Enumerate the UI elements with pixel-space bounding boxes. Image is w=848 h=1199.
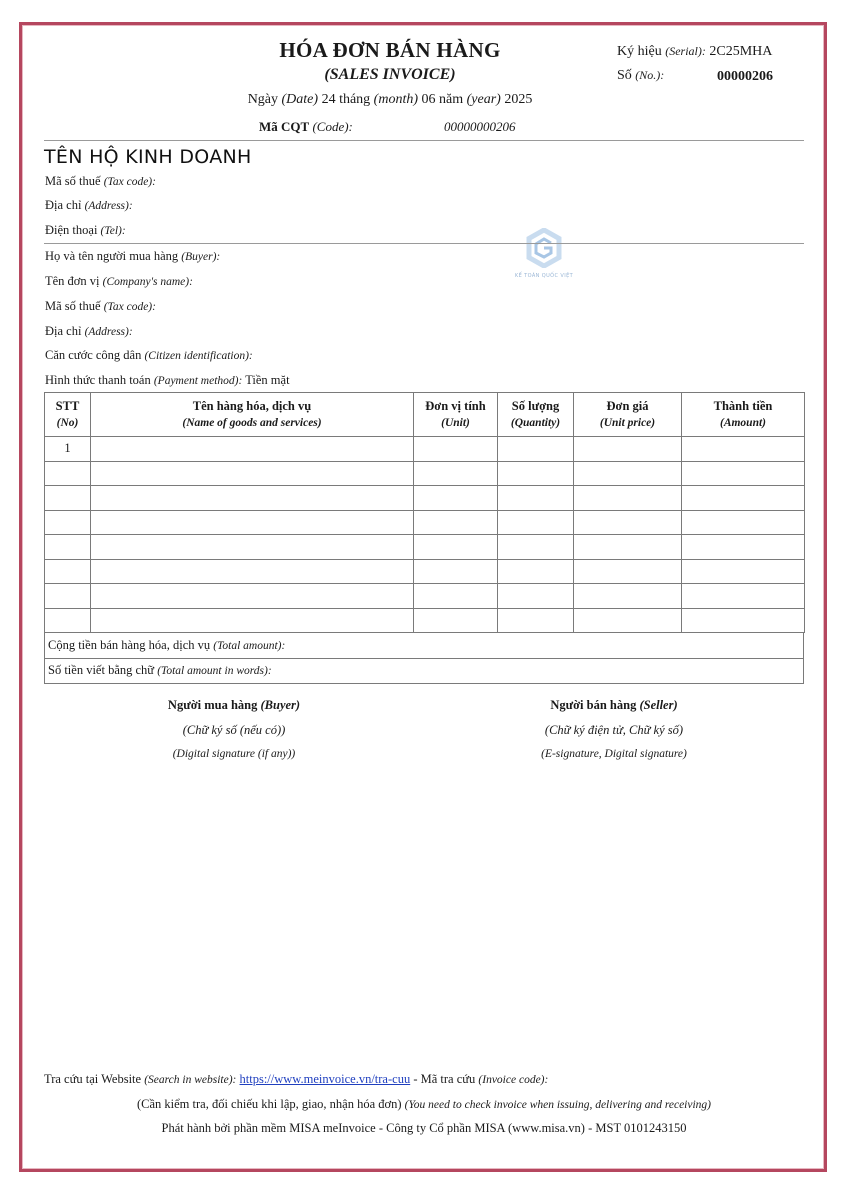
table-row	[45, 486, 805, 511]
table-cell	[91, 437, 414, 462]
table-row	[45, 584, 805, 609]
header-divider	[44, 140, 804, 141]
cqt-code-value: 00000000206	[444, 119, 516, 134]
table-row	[45, 510, 805, 535]
table-cell	[45, 559, 91, 584]
table-cell	[498, 535, 574, 560]
table-cell	[682, 510, 805, 535]
table-cell	[91, 559, 414, 584]
column-header: Số lượng (Quantity)	[498, 393, 574, 437]
issuer-line: Phát hành bởi phần mềm MISA meInvoice - Công ty Cổ phần MISA (www.misa.vn) - MST 0101243150	[161, 1121, 687, 1135]
buyer-tax-code: Mã số thuế (Tax code):	[45, 299, 156, 313]
table-cell	[498, 461, 574, 486]
table-cell	[91, 584, 414, 609]
invoice-date: Ngày (Date) 24 tháng (month) 06 năm (year) 2025	[247, 92, 533, 107]
table-row	[45, 437, 805, 462]
table-cell	[91, 486, 414, 511]
table-cell	[414, 486, 498, 511]
table-cell	[498, 510, 574, 535]
column-header: Thành tiền (Amount)	[682, 393, 805, 437]
seller-signature-title: Người bán hàng (Seller)	[550, 698, 678, 712]
table-cell: 1	[45, 437, 91, 462]
buyer-citizen-id: Căn cước công dân (Citizen identification):	[45, 348, 253, 362]
total-amount-row	[45, 633, 804, 659]
table-cell	[45, 535, 91, 560]
table-header-row	[45, 393, 805, 437]
table-cell	[682, 461, 805, 486]
payment-method: Hình thức thanh toán (Payment method): Tiền mặt	[45, 373, 290, 387]
table-cell	[45, 510, 91, 535]
invoice-number-value: 00000206	[717, 69, 773, 84]
buyer-signature-title: Người mua hàng (Buyer)	[167, 698, 301, 712]
table-cell	[91, 461, 414, 486]
seller-signature-note-en: (E-signature, Digital signature)	[541, 748, 687, 760]
seller-signature-note: (Chữ ký điện tử, Chữ ký số)	[544, 723, 684, 737]
buyer-signature-note: (Chữ ký số (nếu có))	[182, 723, 286, 737]
table-cell	[414, 608, 498, 633]
table-cell	[414, 584, 498, 609]
buyer-signature-note-en: (Digital signature (if any))	[172, 748, 296, 760]
logo-g-icon	[526, 228, 562, 268]
table-cell	[414, 510, 498, 535]
table-cell	[682, 437, 805, 462]
totals-table	[44, 632, 804, 684]
seller-tax-code: Mã số thuế (Tax code):	[45, 174, 156, 188]
watermark-text: KẾ TOÁN QUỐC VIỆT	[514, 273, 574, 279]
table-row	[45, 535, 805, 560]
invoice-subtitle: (SALES INVOICE)	[324, 66, 456, 83]
table-cell	[682, 608, 805, 633]
table-cell	[498, 559, 574, 584]
table-cell	[574, 461, 682, 486]
table-cell	[574, 559, 682, 584]
table-cell	[682, 559, 805, 584]
column-header: Đơn vị tính (Unit)	[414, 393, 498, 437]
table-cell	[498, 584, 574, 609]
table-cell	[45, 486, 91, 511]
invoice-title: HÓA ĐƠN BÁN HÀNG	[279, 38, 501, 62]
column-header: STT (No)	[45, 393, 91, 437]
table-cell	[498, 437, 574, 462]
table-row	[45, 559, 805, 584]
table-row	[45, 461, 805, 486]
table-cell	[574, 510, 682, 535]
buyer-name: Họ và tên người mua hàng (Buyer):	[45, 249, 221, 263]
table-cell	[91, 608, 414, 633]
table-cell	[498, 486, 574, 511]
invoice-number: Số (No.):	[617, 68, 665, 83]
seller-tel: Điện thoại (Tel):	[45, 223, 126, 237]
table-cell	[682, 535, 805, 560]
amount-in-words-label: Số tiền viết bằng chữ (Total amount in words):	[45, 658, 804, 684]
table-cell	[45, 461, 91, 486]
column-header: Đơn giá (Unit price)	[574, 393, 682, 437]
seller-divider	[44, 243, 804, 244]
table-cell	[414, 559, 498, 584]
business-name: TÊN HỘ KINH DOANH	[44, 146, 252, 168]
items-table	[44, 392, 805, 633]
buyer-address: Địa chỉ (Address):	[45, 324, 133, 338]
table-cell	[574, 535, 682, 560]
table-cell	[91, 535, 414, 560]
table-cell	[414, 437, 498, 462]
buyer-company: Tên đơn vị (Company's name):	[45, 274, 193, 288]
total-amount-label: Cộng tiền bán hàng hóa, dịch vụ (Total amount):	[45, 633, 804, 659]
column-header: Tên hàng hóa, dịch vụ (Name of goods and services)	[91, 393, 414, 437]
table-cell	[574, 584, 682, 609]
table-cell	[414, 535, 498, 560]
lookup-link[interactable]: https://www.meinvoice.vn/tra-cuu	[239, 1072, 411, 1086]
table-cell	[574, 608, 682, 633]
table-cell	[498, 608, 574, 633]
table-cell	[91, 510, 414, 535]
table-cell	[45, 608, 91, 633]
table-cell	[682, 584, 805, 609]
cqt-code-label: Mã CQT (Code):	[259, 119, 353, 134]
lookup-line: Tra cứu tại Website (Search in website): https://www.meinvoice.vn/tra-cuu - Mã tra cứu (Invoice code):	[44, 1072, 549, 1086]
table-cell	[574, 486, 682, 511]
table-cell	[45, 584, 91, 609]
table-cell	[414, 461, 498, 486]
seller-address: Địa chỉ (Address):	[45, 198, 133, 212]
check-note: (Cần kiểm tra, đối chiếu khi lập, giao, nhận hóa đơn) (You need to check invoice when issuing, delivering and receiving)	[136, 1097, 712, 1111]
table-cell	[682, 486, 805, 511]
amount-in-words-row	[45, 658, 804, 684]
table-cell	[574, 437, 682, 462]
serial: Ký hiệu (Serial): 2C25MHA	[617, 44, 773, 59]
table-row	[45, 608, 805, 633]
watermark	[508, 228, 580, 279]
